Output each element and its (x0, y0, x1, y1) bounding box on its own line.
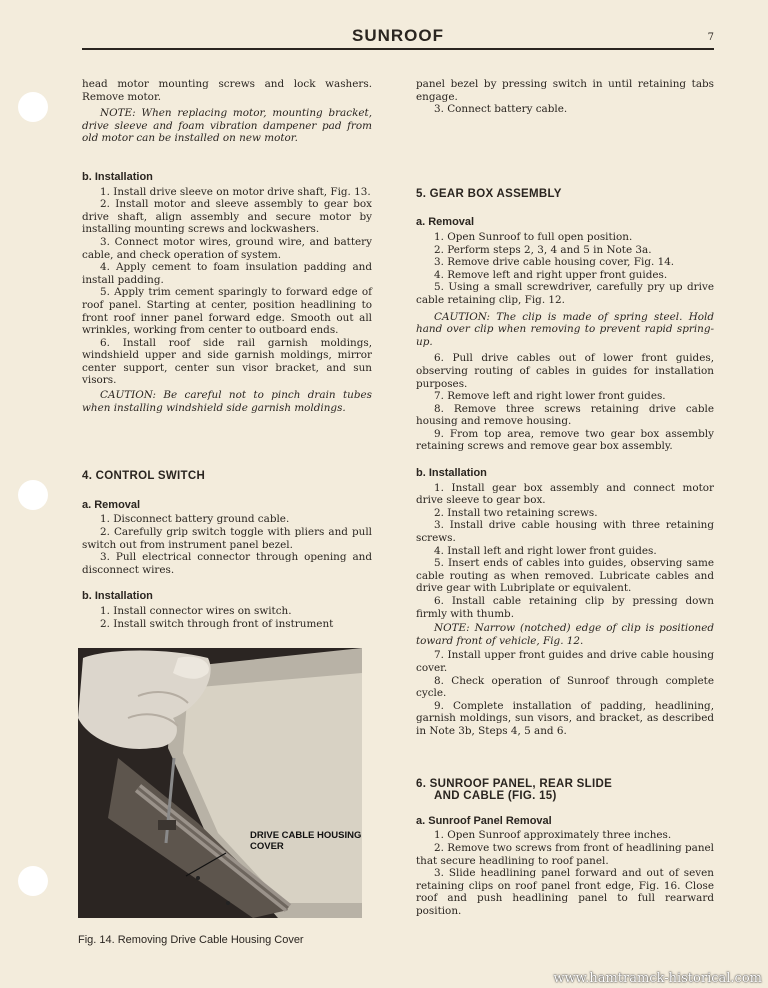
step: 8. Check operation of Sunroof through complete cycle. (416, 674, 714, 700)
step: 1. Install drive sleeve on motor drive shaft, Fig. 13. (100, 185, 371, 198)
page-number: 7 (707, 32, 714, 43)
punch-hole (18, 480, 48, 510)
figure-callout: DRIVE CABLE HOUSING COVER (250, 830, 362, 852)
note: NOTE: Narrow (notched) edge of clip is positioned toward front of vehicle, Fig. 12. (416, 622, 714, 647)
punch-hole (18, 866, 48, 896)
step: 1. Open Sunroof approximately three inches. (434, 829, 672, 842)
punch-hole (18, 92, 48, 122)
step: 7. Install upper front guides and drive cable housing cover. (416, 649, 714, 674)
step: 3. Connect motor wires, ground wire, and battery cable, and check operation of system. (82, 235, 372, 261)
step: 5. Insert ends of cables into guides, observing same cable routing as when removed. Lubricate cables and drive gear with Lubriplate or equivalent. (416, 557, 714, 595)
subheading: b. Installation (82, 590, 153, 603)
step: 2. Install motor and sleeve assembly to gear box drive shaft, align assembly and secure motor by installing mounting screws and lockwashers. (82, 198, 372, 236)
step: 4. Remove left and right upper front guides. (434, 268, 668, 281)
paragraph: panel bezel by pressing switch in until retaining tabs engage. (416, 78, 714, 103)
step: 6. Pull drive cables out of lower front guides, observing routing of cables in guides for installation purposes. (416, 352, 714, 390)
step: 3. Pull electrical connector through opening and disconnect wires. (82, 551, 372, 576)
section-heading: 6. SUNROOF PANEL, REAR SLIDE (416, 777, 613, 790)
caution: CAUTION: The clip is made of spring steel. Hold hand over clip when removing to prevent rapid spring-up. (416, 310, 714, 348)
section-heading: 5. GEAR BOX ASSEMBLY (416, 187, 562, 200)
step: 8. Remove three screws retaining drive cable housing and remove housing. (416, 402, 714, 428)
step: 6. Install cable retaining clip by pressing down firmly with thumb. (416, 595, 714, 620)
step: 4. Apply cement to foam insulation padding and install padding. (82, 261, 372, 286)
step: 1. Install connector wires on switch. (100, 605, 292, 617)
watermark: www.hamtramck-historical.com (553, 971, 762, 986)
step: 1. Disconnect battery ground cable. (100, 513, 290, 526)
step: 4. Install left and right lower front guides. (434, 544, 657, 557)
step: 1. Open Sunroof to full open position. (434, 230, 633, 243)
step: 3. Remove drive cable housing cover, Fig. 14. (434, 256, 675, 269)
step: 2. Install two retaining screws. (434, 506, 598, 519)
step: 3. Install drive cable housing with three retaining screws. (416, 519, 714, 545)
step: 7. Remove left and right lower front guides. (434, 390, 666, 403)
subheading: b. Installation (416, 467, 487, 480)
subheading: a. Removal (416, 216, 475, 229)
subheading: a. Removal (82, 498, 141, 511)
step: 2. Perform steps 2, 3, 4 and 5 in Note 3a. (434, 243, 652, 256)
right-column (416, 78, 714, 917)
page-header (82, 24, 714, 50)
left-column (82, 78, 372, 630)
step: 9. From top area, remove two gear box assembly retaining screws and remove gear box assembly. (416, 427, 714, 453)
step: 6. Install roof side rail garnish moldings, windshield upper and side garnish moldings, mirror center support, center sun visor bracket, and sun visors. (82, 336, 372, 387)
step: 2. Carefully grip switch toggle with pliers and pull switch out from instrument panel bezel. (82, 526, 372, 551)
step: 1. Install gear box assembly and connect motor drive sleeve to gear box. (416, 481, 714, 507)
caution: CAUTION: Be careful not to pinch drain tubes when installing windshield side garnish moldings. (82, 389, 372, 414)
figure-photo (78, 648, 362, 918)
figure-illustration (78, 648, 362, 918)
section-heading: 4. CONTROL SWITCH (82, 470, 206, 483)
step: 5. Using a small screwdriver, carefully pry up drive cable retaining clip, Fig. 12. (416, 281, 714, 306)
section-heading: AND CABLE (FIG. 15) (434, 790, 557, 803)
step: 3. Connect battery cable. (434, 103, 568, 116)
paragraph: head motor mounting screws and lock washers. Remove motor. (82, 78, 372, 103)
figure-caption: Fig. 14. Removing Drive Cable Housing Cover (78, 934, 304, 946)
note: NOTE: When replacing motor, mounting bracket, drive sleeve and foam vibration dampener pad from old motor can be installed on new motor. (82, 107, 372, 145)
page-title: SUNROOF (352, 26, 444, 45)
step: 2. Install switch through front of instrument (100, 617, 334, 630)
step: 3. Slide headlining panel forward and out of seven retaining clips on roof panel front edge, Fig. 16. Close roof and push headlining panel to full rearward position. (416, 867, 714, 917)
step: 2. Remove two screws from front of headlining panel that secure headlining to roof panel. (416, 841, 714, 867)
step: 5. Apply trim cement sparingly to forward edge of roof panel. Starting at center, position headlining to front roof inner panel forward edge. Smooth out all wrinkles, working from center to outboard ends. (82, 286, 372, 337)
subheading: b. Installation (82, 170, 153, 183)
step: 9. Complete installation of padding, headlining, garnish moldings, sun visors, and bracket, as described in Note 3b, Steps 4, 5 and 6. (416, 699, 714, 737)
subheading: a. Sunroof Panel Removal (416, 814, 552, 827)
